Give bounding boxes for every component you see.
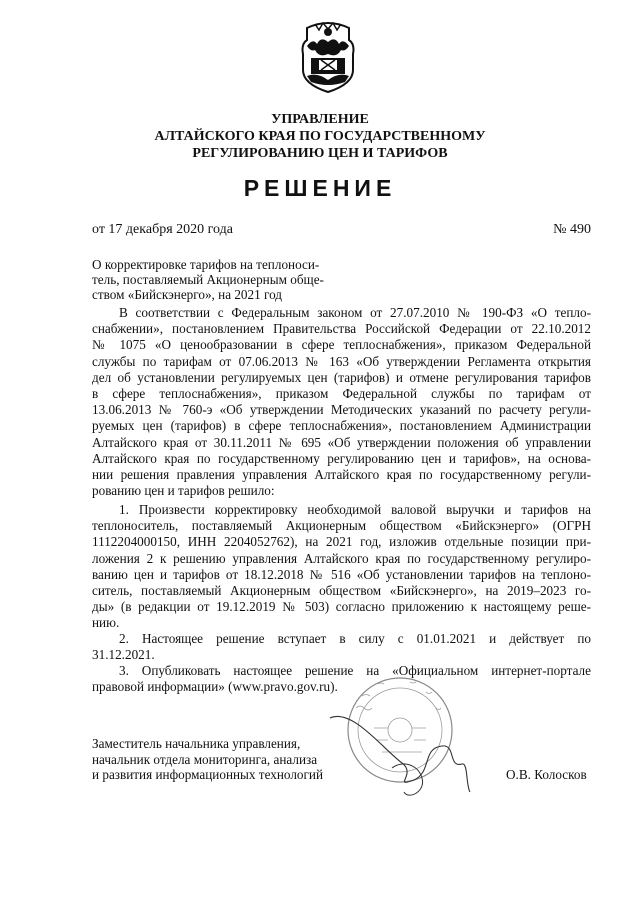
body-line: в сфере теплоснабжения», приказом Федеральной службы по тарифам от: [92, 386, 591, 402]
org-name-line: РЕГУЛИРОВАНИЮ ЦЕН И ТАРИФОВ: [192, 146, 448, 161]
body-line: нию.: [92, 615, 120, 631]
signatory-name: О.В. Колосков: [506, 767, 587, 782]
body-line: руемых цен (тарифов) в сфере теплоснабжения», постановлением Администрации: [92, 418, 591, 434]
subject-line: О корректировке тарифов на теплоноси-: [92, 257, 320, 272]
document-title: РЕШЕНИЕ: [243, 175, 397, 201]
body-line: теплоноситель, поставляемый Акционерным обществом «Бийскэнерго» (ОГРН: [92, 518, 591, 534]
document-subject: [92, 257, 344, 302]
body-line: дел об установлении регулируемых цен (тарифов) и отмене регулирования тарифов: [92, 369, 591, 385]
signatory-position: [92, 736, 323, 783]
document-date: от 17 декабря 2020 года: [92, 222, 233, 237]
body-line: 31.12.2021.: [92, 647, 155, 663]
subject-line: тель, поставляемый Акционерным обще-: [92, 272, 324, 287]
body-line: ванию цен и тарифов от 18.12.2018 № 516 «Об установлении тарифов на теплоно-: [92, 566, 591, 582]
body-line: 3. Опубликовать настоящее решение на «Официальном интернет-портале: [119, 663, 591, 678]
body-line: службы по тарифам от 07.06.2013 № 163 «Об утверждении Регламента открытия: [92, 353, 591, 369]
signatory-position-line: и развития информационных технологий: [92, 767, 324, 782]
body-line: № 1075 «О ценообразовании в сфере теплоснабжения», приказом Федеральной: [92, 337, 591, 353]
body-line: 1. Произвести корректировку необходимой валовой выручки и тарифов на: [119, 502, 591, 517]
body-line: ды» (в редакции от 19.12.2019 № 503) согласно приложению к настоящему реше-: [92, 599, 591, 615]
item-2-paragraph: [92, 631, 591, 663]
body-line: Алтайского края по государственному регулированию цен и тарифов», на основа-: [92, 450, 591, 466]
body-line: 1112204000150, ИНН 2204052762), на 2021 год, изложив отдельные позиции при-: [92, 534, 591, 550]
body-line: правовой информации» (www.pravo.gov.ru).: [92, 679, 338, 695]
org-name-line: АЛТАЙСКОГО КРАЯ ПО ГОСУДАРСТВЕННОМУ: [154, 129, 486, 144]
body-line: нии решения правления управления Алтайского края по государственному регули-: [92, 467, 591, 483]
official-stamp-and-signature: [322, 668, 472, 808]
body-line: Алтайского края от 30.11.2011 № 695 «Об утверждении положения об управлении: [92, 434, 591, 450]
body-line: рованию цен и тарифов решило:: [92, 483, 275, 499]
body-line: снабжении», постановлением Правительства Российской Федерации от 22.10.2012: [92, 321, 591, 337]
subject-line: ством «Бийскэнерго», на 2021 год: [92, 287, 283, 302]
signatory-position-line: начальник отдела мониторинга, анализа: [92, 751, 318, 767]
body-line: ложения 2 к решению управления Алтайского края по государственному регулиро-: [92, 550, 591, 566]
document-number: № 490: [553, 222, 591, 237]
body-line: В соответствии с Федеральным законом от 27.07.2010 № 190-ФЗ «О тепло-: [119, 305, 591, 320]
signatory-position-line: Заместитель начальника управления,: [92, 736, 301, 751]
coat-of-arms-emblem: [297, 20, 359, 94]
body-line: 2. Настоящее решение вступает в силу с 01.01.2021 и действует по: [119, 631, 591, 646]
body-line: ситель, поставляемый Акционерным обществом «Бийскэнерго», на 2019–2023 го-: [92, 583, 591, 599]
item-1-paragraph: [92, 502, 591, 632]
org-name-line: УПРАВЛЕНИЕ: [271, 112, 369, 127]
preamble-paragraph: [92, 305, 591, 499]
body-line: 13.06.2013 № 760-э «Об утверждении Методических указаний по расчету регули-: [92, 402, 591, 418]
